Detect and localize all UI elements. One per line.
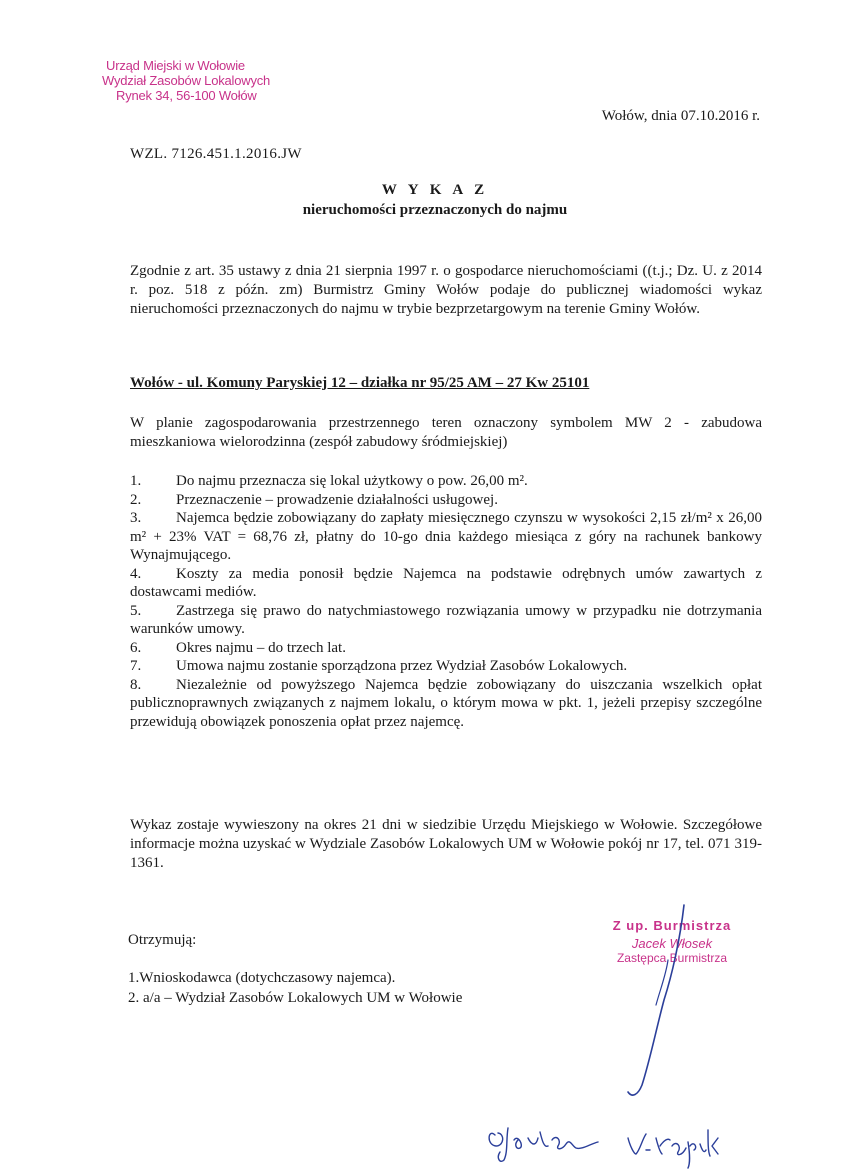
handwritten-initials [628,1130,718,1168]
stamp-line: Wydział Zasobów Lokalowych [102,73,271,88]
recipient-item: 2. a/a – Wydział Zasobów Lokalowych UM w Wołowie [128,990,463,1006]
handwritten-signature [656,960,668,1005]
stamp-line: Urząd Miejski w Wołowie [106,58,245,73]
list-item-number: 4. [130,565,142,582]
recipient-item: 1.Wnioskodawca (dotychczasowy najemca). [128,970,396,986]
list-item-text: Niezależnie od powyższego Najemca będzie zobowiązany do uiszczania wszelkich opłat publicznoprawnych związanych z najmem lokalu, o którym mowa w pkt. 1, jeżeli przepisy szczególne przewidują obowiązek ponoszenia opłat przez najemcę. [130,676,762,730]
intro-paragraph: Zgodnie z art. 35 ustawy z dnia 21 sierpnia 1997 r. o gospodarce nieruchomościami ((t.j.; Dz. U. z 2014 r. poz. 518 z późn. zm) Burmistrz Gminy Wołów podaje do publicznej wiadomości wykaz nieruchomości przeznaczonych do najmu w trybie bezprzetargowym na terenie Gminy Wołów. [130,263,762,317]
plan-paragraph: W planie zagospodarowania przestrzennego teren oznaczony symbolem MW 2 - zabudowa mieszkaniowa wielorodzinna (zespół zabudowy śródmiejskiej) [130,415,762,450]
document-subtitle: nieruchomości przeznaczonych do najmu [302,202,568,218]
list-item-number: 1. [130,473,142,489]
signature-stamp-line: Jacek Włosek [631,936,713,951]
list-item-text: Do najmu przeznacza się lokal użytkowy o pow. 26,00 m². [176,473,528,489]
list-item-text: Najemca będzie zobowiązany do zapłaty miesięcznego czynszu w wysokości 2,15 zł/m² x 26,00 m² + 23% VAT = 68,76 zł, płatny do 10-go dnia każdego miesiąca z góry na rachunek bankowy Wynajmującego. [130,510,762,563]
closing-paragraph: Wykaz zostaje wywieszony na okres 21 dni w siedzibie Urzędu Miejskiego w Wołowie. Szczegółowe informacje można uzyskać w Wydziale Zasobów Lokalowych UM w Wołowie pokój nr 17, tel. 071 319-1361. [130,817,762,871]
handwritten-initials [489,1128,598,1161]
signature-stamp-line: Zastępca Burmistrza [616,951,728,965]
list-item-number: 6. [130,639,142,656]
signature-stamp-line: Z up. Burmistrza [612,918,732,933]
reference-number: WZL. 7126.451.1.2016.JW [130,146,302,162]
property-heading: Wołów - ul. Komuny Paryskiej 12 – działka nr 95/25 AM – 27 Kw 25101 [130,375,590,391]
list-item-text: Okres najmu – do trzech lat. [176,639,346,656]
list-item-text: Zastrzega się prawo do natychmiastowego rozwiązania umowy w przypadku nie dotrzymania warunków umowy. [130,602,762,637]
list-item-number: 2. [130,491,142,508]
list-item-number: 3. [130,510,142,526]
list-item-text: Umowa najmu zostanie sporządzona przez Wydział Zasobów Lokalowych. [176,658,628,674]
list-item-number: 7. [130,658,142,674]
stamp-line: Rynek 34, 56-100 Wołów [116,88,257,103]
document-title: W Y K A Z [381,182,489,198]
recipients-label: Otrzymują: [128,932,197,948]
list-item-text: Koszty za media ponosił będzie Najemca na podstawie odrębnych umów zawartych z dostawcami mediów. [130,565,762,600]
list-item-number: 5. [130,602,142,619]
list-item-text: Przeznaczenie – prowadzenie działalności usługowej. [176,491,498,508]
document-date: Wołów, dnia 07.10.2016 r. [601,108,760,124]
handwritten-signature [628,905,684,1095]
list-item-number: 8. [130,676,142,693]
